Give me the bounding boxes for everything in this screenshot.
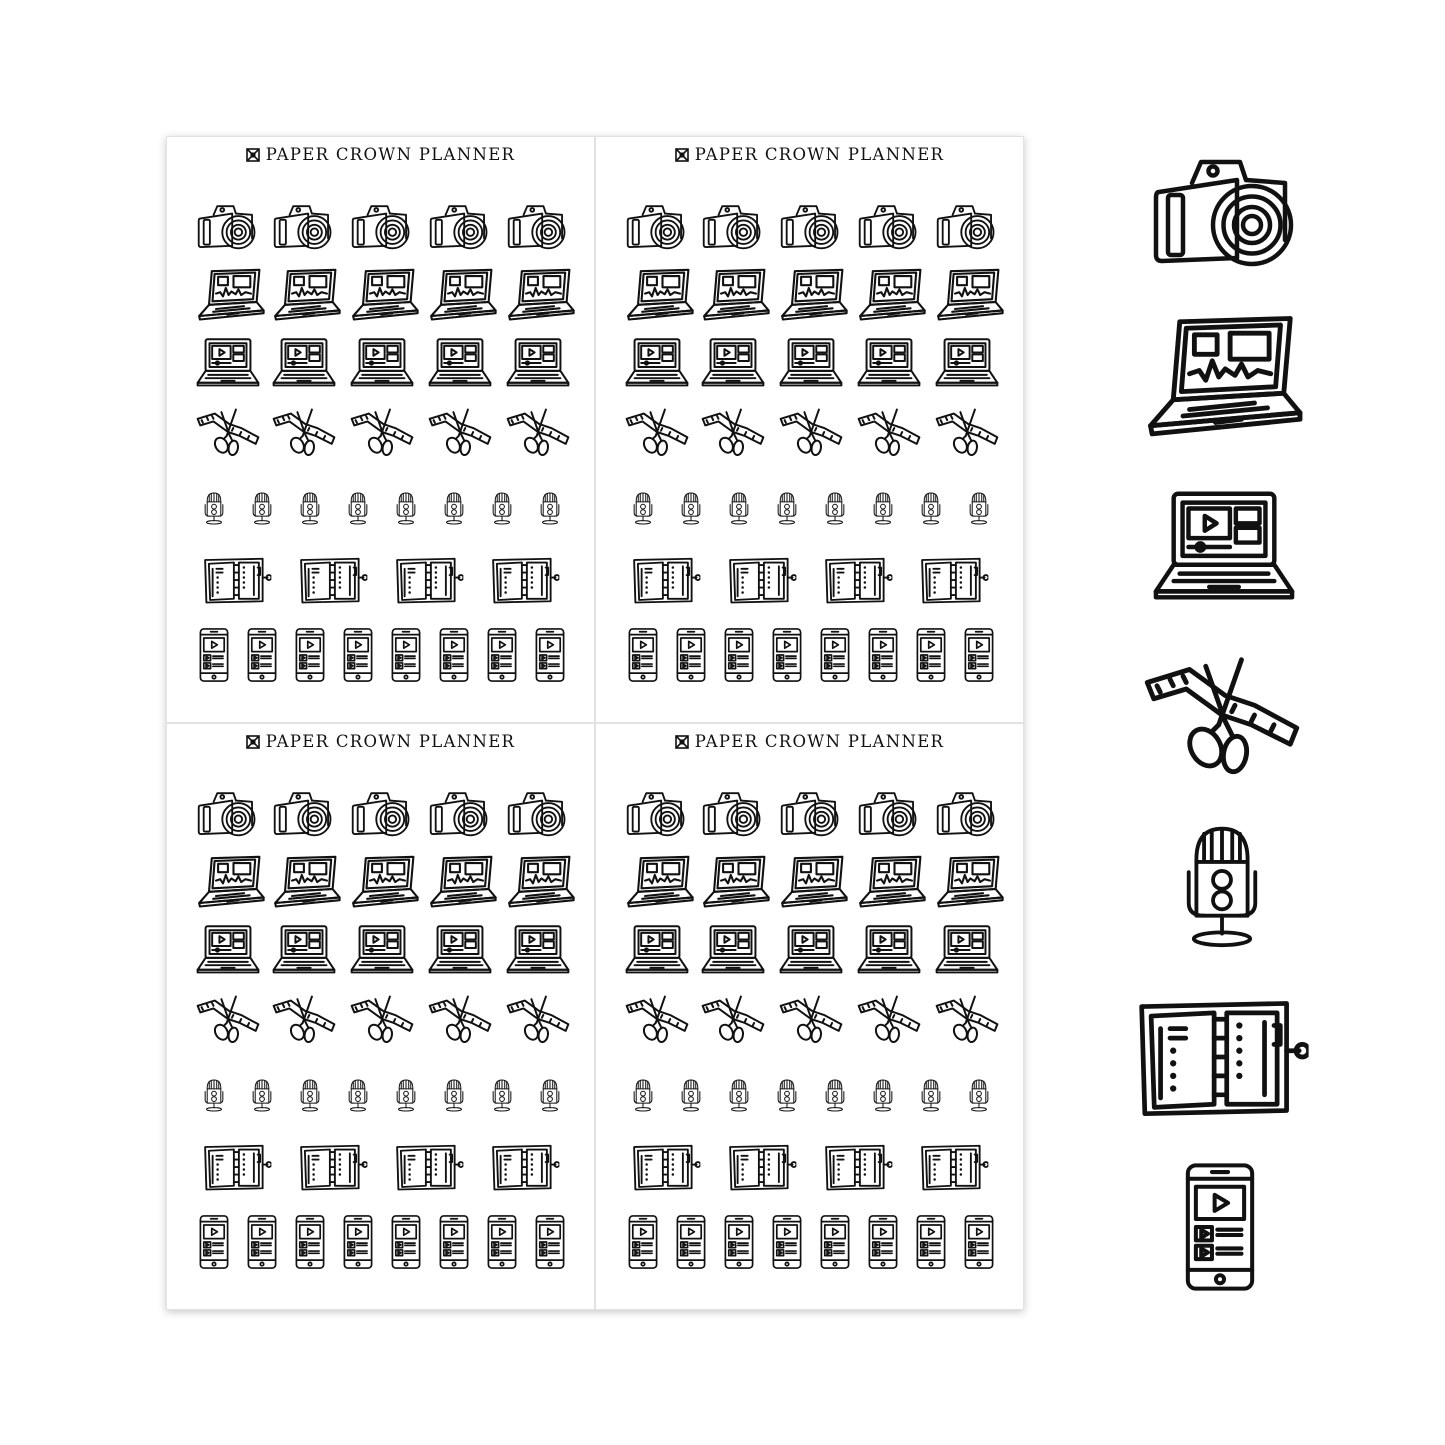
phone-video-icon xyxy=(626,625,660,690)
scissors-film-icon xyxy=(505,405,571,464)
planner-icon xyxy=(626,1142,706,1197)
laptop-video-icon xyxy=(778,335,844,396)
camera-icon xyxy=(934,786,996,845)
laptop-waveform-icon xyxy=(505,854,575,915)
sticker-sheet xyxy=(166,723,595,1310)
laptop-video-icon xyxy=(856,335,922,396)
scissors-film-icon xyxy=(934,992,1000,1051)
phone-video-icon xyxy=(389,625,423,690)
laptop-waveform-icon xyxy=(856,267,926,328)
microphone-icon xyxy=(914,477,948,544)
scissors-film-icon xyxy=(427,992,493,1051)
phone-video-icon xyxy=(341,1212,375,1277)
phone-video-icon xyxy=(962,1212,996,1277)
microphone-icon xyxy=(293,477,327,544)
microphone-icon xyxy=(722,477,756,544)
scissors-film-icon xyxy=(856,405,922,464)
microphone-icon xyxy=(962,1064,996,1131)
phone-video-icon xyxy=(437,1212,471,1277)
scissors-film-icon xyxy=(349,992,415,1051)
laptop-waveform-icon xyxy=(349,854,419,915)
laptop-waveform-icon xyxy=(195,267,265,328)
phone-video-icon xyxy=(485,625,519,690)
scissors-film-icon xyxy=(427,405,493,464)
sticker-sheet xyxy=(595,723,1024,1310)
phone-video-icon xyxy=(914,625,948,690)
phone-video-icon xyxy=(293,1212,327,1277)
camera-icon xyxy=(195,786,257,845)
microphone-icon xyxy=(866,1064,900,1131)
phone-video-icon xyxy=(914,1212,948,1277)
laptop-waveform-icon xyxy=(1138,312,1306,447)
microphone-icon xyxy=(818,477,852,544)
laptop-waveform-icon xyxy=(427,854,497,915)
laptop-video-icon xyxy=(624,922,690,983)
scissors-film-icon xyxy=(505,992,571,1051)
phone-video-icon xyxy=(1178,1160,1262,1299)
phone-video-icon xyxy=(818,1212,852,1277)
microphone-icon xyxy=(533,1064,567,1131)
phone-video-icon xyxy=(722,625,756,690)
phone-video-icon xyxy=(674,625,708,690)
phone-video-icon xyxy=(341,625,375,690)
laptop-video-icon xyxy=(505,335,571,396)
planner-icon xyxy=(197,555,277,610)
planner-icon xyxy=(818,1142,898,1197)
phone-video-icon xyxy=(245,625,279,690)
planner-icon xyxy=(293,555,373,610)
scissors-film-icon xyxy=(700,992,766,1051)
laptop-video-icon xyxy=(1150,482,1298,617)
laptop-waveform-icon xyxy=(271,854,341,915)
laptop-waveform-icon xyxy=(271,267,341,328)
laptop-video-icon xyxy=(505,922,571,983)
scissors-film-icon xyxy=(624,405,690,464)
laptop-video-icon xyxy=(195,335,261,396)
microphone-icon xyxy=(626,1064,660,1131)
microphone-icon xyxy=(389,1064,423,1131)
laptop-video-icon xyxy=(700,922,766,983)
microphone-icon xyxy=(770,477,804,544)
laptop-waveform-icon xyxy=(505,267,575,328)
laptop-video-icon xyxy=(271,922,337,983)
laptop-video-icon xyxy=(856,922,922,983)
camera-icon xyxy=(427,786,489,845)
laptop-waveform-icon xyxy=(195,854,265,915)
camera-icon xyxy=(856,199,918,258)
laptop-video-icon xyxy=(195,922,261,983)
laptop-video-icon xyxy=(349,335,415,396)
laptop-video-icon xyxy=(700,335,766,396)
sticker-sheet-set xyxy=(166,136,1024,1310)
planner-icon xyxy=(722,555,802,610)
laptop-video-icon xyxy=(624,335,690,396)
microphone-icon xyxy=(341,1064,375,1131)
microphone-icon xyxy=(389,477,423,544)
crown-box-icon xyxy=(675,148,689,162)
laptop-video-icon xyxy=(427,922,493,983)
phone-video-icon xyxy=(866,625,900,690)
microphone-icon xyxy=(626,477,660,544)
microphone-icon xyxy=(914,1064,948,1131)
planner-icon xyxy=(293,1142,373,1197)
phone-video-icon xyxy=(626,1212,660,1277)
laptop-video-icon xyxy=(427,335,493,396)
phone-video-icon xyxy=(674,1212,708,1277)
camera-icon xyxy=(856,786,918,845)
brand-header xyxy=(596,732,1023,751)
phone-video-icon xyxy=(533,625,567,690)
camera-icon xyxy=(349,199,411,258)
camera-icon xyxy=(271,199,333,258)
brand-name: PAPER CROWN PLANNER xyxy=(265,732,516,751)
microphone-icon xyxy=(293,1064,327,1131)
camera-icon xyxy=(778,786,840,845)
microphone-icon xyxy=(1158,818,1286,957)
phone-video-icon xyxy=(437,625,471,690)
laptop-video-icon xyxy=(778,922,844,983)
planner-icon xyxy=(914,555,994,610)
phone-video-icon xyxy=(245,1212,279,1277)
laptop-waveform-icon xyxy=(778,267,848,328)
brand-header xyxy=(596,145,1023,164)
microphone-icon xyxy=(722,1064,756,1131)
microphone-icon xyxy=(437,1064,471,1131)
camera-icon xyxy=(624,199,686,258)
laptop-waveform-icon xyxy=(427,267,497,328)
camera-icon xyxy=(427,199,489,258)
phone-video-icon xyxy=(770,1212,804,1277)
microphone-icon xyxy=(245,477,279,544)
planner-icon xyxy=(197,1142,277,1197)
planner-icon xyxy=(818,555,898,610)
camera-icon xyxy=(505,786,567,845)
brand-name: PAPER CROWN PLANNER xyxy=(694,145,945,164)
planner-icon xyxy=(1124,994,1320,1125)
sticker-sheet xyxy=(595,136,1024,723)
planner-icon xyxy=(389,555,469,610)
laptop-waveform-icon xyxy=(934,267,1004,328)
microphone-icon xyxy=(818,1064,852,1131)
scissors-film-icon xyxy=(195,405,261,464)
brand-name: PAPER CROWN PLANNER xyxy=(694,732,945,751)
planner-icon xyxy=(626,555,706,610)
laptop-waveform-icon xyxy=(624,267,694,328)
scissors-film-icon xyxy=(856,992,922,1051)
microphone-icon xyxy=(197,1064,231,1131)
sticker-sheet xyxy=(166,136,595,723)
scissors-film-icon xyxy=(1138,650,1306,785)
laptop-waveform-icon xyxy=(624,854,694,915)
camera-icon xyxy=(624,786,686,845)
laptop-video-icon xyxy=(934,335,1000,396)
planner-icon xyxy=(485,555,565,610)
phone-video-icon xyxy=(293,625,327,690)
microphone-icon xyxy=(770,1064,804,1131)
scissors-film-icon xyxy=(934,405,1000,464)
planner-icon xyxy=(389,1142,469,1197)
microphone-icon xyxy=(674,477,708,544)
camera-icon xyxy=(778,199,840,258)
camera-icon xyxy=(934,199,996,258)
phone-video-icon xyxy=(389,1212,423,1277)
phone-video-icon xyxy=(197,1212,231,1277)
laptop-waveform-icon xyxy=(856,854,926,915)
scissors-film-icon xyxy=(195,992,261,1051)
camera-icon xyxy=(505,199,567,258)
phone-video-icon xyxy=(197,625,231,690)
scissors-film-icon xyxy=(778,992,844,1051)
scissors-film-icon xyxy=(778,405,844,464)
microphone-icon xyxy=(866,477,900,544)
camera-icon xyxy=(700,786,762,845)
microphone-icon xyxy=(533,477,567,544)
laptop-waveform-icon xyxy=(700,854,770,915)
planner-icon xyxy=(485,1142,565,1197)
brand-name: PAPER CROWN PLANNER xyxy=(265,145,516,164)
camera-icon xyxy=(700,199,762,258)
phone-video-icon xyxy=(722,1212,756,1277)
camera-icon xyxy=(271,786,333,845)
laptop-video-icon xyxy=(271,335,337,396)
camera-icon xyxy=(1142,150,1302,275)
brand-header xyxy=(167,145,594,164)
laptop-waveform-icon xyxy=(349,267,419,328)
phone-video-icon xyxy=(533,1212,567,1277)
phone-video-icon xyxy=(962,625,996,690)
laptop-waveform-icon xyxy=(934,854,1004,915)
scissors-film-icon xyxy=(349,405,415,464)
microphone-icon xyxy=(485,1064,519,1131)
phone-video-icon xyxy=(485,1212,519,1277)
microphone-icon xyxy=(245,1064,279,1131)
scissors-film-icon xyxy=(624,992,690,1051)
laptop-video-icon xyxy=(349,922,415,983)
laptop-video-icon xyxy=(934,922,1000,983)
laptop-waveform-icon xyxy=(700,267,770,328)
camera-icon xyxy=(195,199,257,258)
planner-icon xyxy=(914,1142,994,1197)
microphone-icon xyxy=(674,1064,708,1131)
scissors-film-icon xyxy=(700,405,766,464)
microphone-icon xyxy=(962,477,996,544)
microphone-icon xyxy=(437,477,471,544)
laptop-waveform-icon xyxy=(778,854,848,915)
crown-box-icon xyxy=(246,148,260,162)
brand-header xyxy=(167,732,594,751)
microphone-icon xyxy=(341,477,375,544)
planner-icon xyxy=(722,1142,802,1197)
phone-video-icon xyxy=(770,625,804,690)
microphone-icon xyxy=(485,477,519,544)
phone-video-icon xyxy=(818,625,852,690)
scissors-film-icon xyxy=(271,405,337,464)
phone-video-icon xyxy=(866,1212,900,1277)
crown-box-icon xyxy=(246,735,260,749)
microphone-icon xyxy=(197,477,231,544)
scissors-film-icon xyxy=(271,992,337,1051)
crown-box-icon xyxy=(675,735,689,749)
camera-icon xyxy=(349,786,411,845)
